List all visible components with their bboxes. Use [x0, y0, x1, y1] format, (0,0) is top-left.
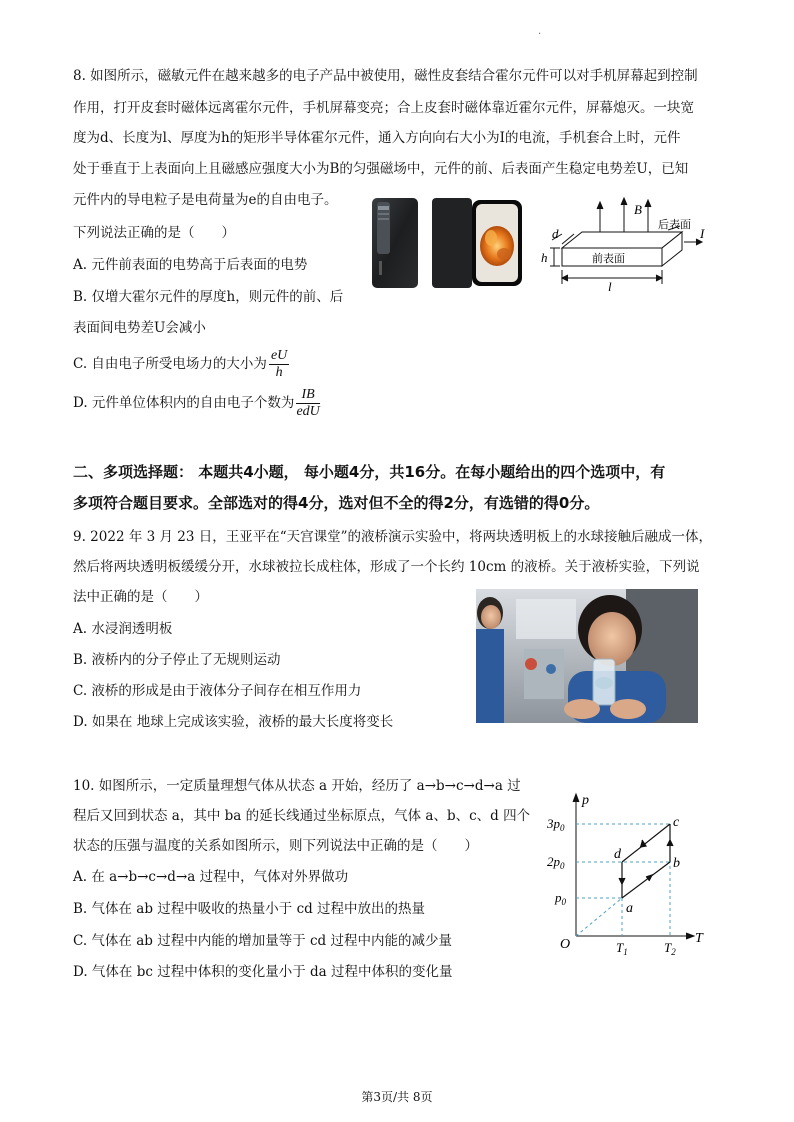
q10-option-b: B. 气体在 ab 过程中吸收的热量小于 cd 过程中放出的热量 [73, 901, 426, 917]
back-surface-label: 后表面 [658, 219, 691, 231]
state-a-label: a [626, 901, 633, 916]
hall-element-figure [540, 196, 720, 292]
origin-label: O [560, 937, 571, 952]
q8-line-1: 8. 如图所示，磁敏元件在越来越多的电子产品中被使用，磁性皮套结合霍尔元件可以对手机屏幕起到控制 [73, 68, 698, 84]
state-c-label: c [673, 815, 680, 830]
q9-option-b: B. 液桥内的分子停止了无规则运动 [73, 652, 281, 668]
q9-option-d: D. 如果在 地球上完成该实验，液桥的最大长度将变长 [73, 714, 394, 730]
q8-option-d-fraction [296, 387, 319, 420]
section-2-heading-line-1: 二、多项选择题： 本题共4小题， 每小题4分，共16分。在每小题给出的四个选项中，有 [73, 463, 666, 481]
tick-2p0-sub: 0 [560, 861, 565, 871]
space-station-photo [476, 589, 698, 723]
axis-t-label: T [695, 931, 703, 946]
q10-option-d: D. 气体在 bc 过程中体积的变化量小于 da 过程中体积的变化量 [73, 964, 453, 980]
tick-3p0-sub: 0 [560, 823, 565, 833]
q8-prompt: 下列说法正确的是（ ） [73, 225, 235, 241]
q10-line-3: 状态的压强与温度的关系如图所示，则下列说法中正确的是（ ） [73, 838, 478, 854]
q10-option-c: C. 气体在 ab 过程中内能的增加量等于 cd 过程中内能的减少量 [73, 933, 452, 949]
tick-p0 [554, 890, 567, 907]
q10-option-a: A. 在 a→b→c→d→a 过程中，气体对外界做功 [73, 869, 349, 885]
q8-option-d [73, 383, 320, 423]
q10-line-1: 10. 如图所示，一定质量理想气体从状态 a 开始，经历了 a→b→c→d→a 过 [73, 778, 521, 794]
tick-p0-sub: 0 [561, 897, 566, 907]
q9-line-1: 9. 2022 年 3 月 23 日，王亚平在“天宫课堂”的液桥演示实验中，将两块透明板上的水球接触后融成一体， [73, 529, 713, 545]
state-d-label: d [614, 847, 621, 862]
q10-line-2: 程后又回到状态 a，其中 ba 的延长线通过坐标原点，气体 a、b、c、d 四个 [73, 808, 531, 824]
q8-line-4: 处于垂直于上表面向上且磁感应强度大小为B的匀强磁场中，元件的前、后表面产生稳定电势差U，已知 [73, 161, 689, 177]
tick-t1 [616, 940, 628, 957]
q8-option-b-line-1: B. 仅增大霍尔元件的厚度h，则元件的前、后 [73, 289, 344, 305]
q8-option-c-fraction [269, 348, 289, 381]
q8-option-d-denominator: edU [296, 404, 320, 419]
q8-option-c-text: C. 自由电子所受电场力的大小为 [73, 356, 267, 372]
axis-p-label: p [582, 793, 589, 808]
q8-option-c [73, 344, 289, 384]
width-label: d [552, 226, 559, 241]
page-number-footer: 第3页/共 8页 [361, 1090, 433, 1104]
tick-t2-base: T [664, 940, 672, 955]
q9-line-3: 法中正确的是（ ） [73, 589, 208, 605]
q9-option-c: C. 液桥的形成是由于液体分子间存在相互作用力 [73, 683, 362, 699]
length-label: l [608, 279, 612, 292]
q8-option-d-text: D. 元件单位体积内的自由电子个数为 [73, 395, 295, 411]
magnetic-field-label: B [634, 202, 642, 217]
tick-t1-sub: 1 [623, 947, 628, 957]
q8-line-2: 作用，打开皮套时磁体远离霍尔元件，手机屏幕变亮；合上皮套时磁体靠近霍尔元件，屏幕熄灭。一块宽 [73, 100, 694, 116]
current-label: I [700, 226, 705, 241]
phone-case-closed-image [370, 196, 422, 290]
q8-option-c-denominator: h [275, 365, 283, 380]
tick-t1-base: T [616, 940, 624, 955]
front-surface-label: 前表面 [592, 253, 625, 265]
q8-line-3: 度为d、长度为l、厚度为h的矩形半导体霍尔元件，通入方向向右大小为I的电流，手机套合上时，元件 [73, 130, 681, 146]
phone-case-open-image [428, 196, 528, 290]
q9-line-2: 然后将两块透明板缓缓分开，水球被拉长成柱体，形成了一个长约 10cm 的液桥。关于液桥实验，下列说 [73, 559, 700, 575]
tick-2p0 [547, 854, 565, 871]
tick-2p0-base: 2p [547, 854, 560, 869]
state-b-label: b [673, 856, 680, 871]
q8-option-b-line-2: 表面间电势差U会减小 [73, 320, 206, 336]
q8-option-a: A. 元件前表面的电势高于后表面的电势 [73, 257, 308, 273]
section-2-heading-line-2: 多项符合题目要求。全部选对的得4分，选对但不全的得2分，有选错的得0分。 [73, 494, 600, 512]
tick-t2-sub: 2 [671, 947, 676, 957]
tick-3p0 [546, 816, 565, 833]
q8-line-5: 元件内的导电粒子是电荷量为e的自由电子。 [73, 192, 338, 208]
tick-p0-base: p [555, 890, 562, 905]
q8-option-c-numerator: eU [270, 348, 288, 363]
q8-option-d-numerator: IB [296, 387, 319, 404]
tick-3p0-base: 3p [547, 816, 560, 831]
thickness-label: h [541, 250, 548, 265]
corner-mark: . [538, 26, 542, 37]
q9-option-a: A. 水浸润透明板 [73, 621, 173, 637]
pressure-temperature-graph [540, 786, 712, 962]
tick-t2 [664, 940, 676, 957]
